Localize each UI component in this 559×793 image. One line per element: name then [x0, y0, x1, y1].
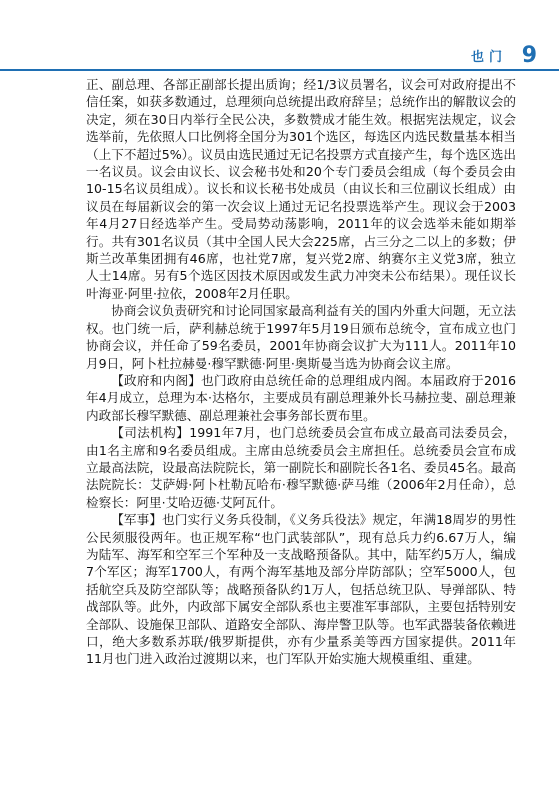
paragraph-judiciary: 【司法机构】1991年7月，也门总统委员会宣布成立最高司法委员会，由1名主席和9名委员组成。主席由总统委员会主席担任。总统委员会宣布成立最高法院，设最高法院院长，第一副院长和副院长各1名、委员45名。最高法院院长：艾萨姆·阿卜杜勒瓦哈布·穆罕默德·萨马维（2006年2月任命），总检察长：阿里·艾哈迈德·艾阿瓦什。	[86, 425, 516, 510]
paragraph-military: 【军事】也门实行义务兵役制，《义务兵役法》规定，年满18周岁的男性公民须服役两年。也正规军称“也门武装部队”，现有总兵力约6.67万人，编为陆军、海军和空军三个军种及一支战略预备队。其中，陆军约5万人，编成7个军区；海军1700人，有两个海军基地及部分岸防部队；空军5000人，包括航空兵及防空部队等；战略预备队约1万人，包括总统卫队、导弹部队、特战部队等。此外，内政部下属安全部队系也主要准军事部队，主要包括特别安全部队、设施保卫部队、道路安全部队、海岸警卫队等。也军武器装备依赖进口，绝大多数系苏联/俄罗斯提供，亦有少量系美等西方国家提供。2011年11月也门进入政治过渡期以来，也门军队开始实施大规模重组、重建。	[86, 512, 516, 667]
running-title: 也门	[470, 50, 507, 65]
paragraph-parliament-continued: 正、副总理、各部正副部长提出质询；经1/3议员署名，议会可对政府提出不信任案，如获多数通过，总理须向总统提出政府辞呈；总统作出的解散议会的决定，须在30日内举行全民公决，多数赞成才能生效。根据宪法规定，议会选举前，先依照人口比例将全国分为301个选区，每选区内选民数量基本相当（上下不超过5%）。议员由选民通过无记名投票方式直接产生，每个选区选出一名议员。议会由议长、议会秘书处和20个专门委员会组成（每个委员会由10-15名议员组成）。议长和议长秘书处成员（由议长和三位副议长组成）由议员在每届新议会的第一次会议上通过无记名投票选举产生。现议会于2003年4月27日经选举产生。受局势动荡影响，2011年的议会选举未能如期举行。共有301名议员（其中全国人民大会225席，占三分之二以上的多数；伊斯兰改革集团拥有46席，也社党7席，复兴党2席、纳赛尔主义党3席，独立人士14席。另有5个选区因技术原因或发生武力冲突未公布结果）。现任议长叶海亚·阿里·拉依，2008年2月任职。	[86, 77, 516, 301]
header-rule	[0, 69, 559, 71]
paragraph-government-cabinet: 【政府和内阁】也门政府由总统任命的总理组成内阁。本届政府于2016年4月成立，总理为本·达格尔，主要成员有副总理兼外长马赫拉斐、副总理兼内政部长穆罕默德、副总理兼社会事务部长贾布里。	[86, 372, 516, 423]
body-text	[86, 76, 516, 668]
page-number: 9	[521, 43, 537, 68]
page-header	[0, 42, 559, 78]
paragraph-consultative-council: 协商会议负责研究和讨论同国家最高利益有关的国内外重大问题，无立法权。也门统一后，萨利赫总统于1997年5月19日颁布总统令，宣布成立也门协商会议，并任命了59名委员，2001年协商会议扩大为111人。2011年10月9日，阿卜杜拉赫曼·穆罕默德·阿里·奥斯曼当选为协商会议主席。	[86, 303, 516, 371]
